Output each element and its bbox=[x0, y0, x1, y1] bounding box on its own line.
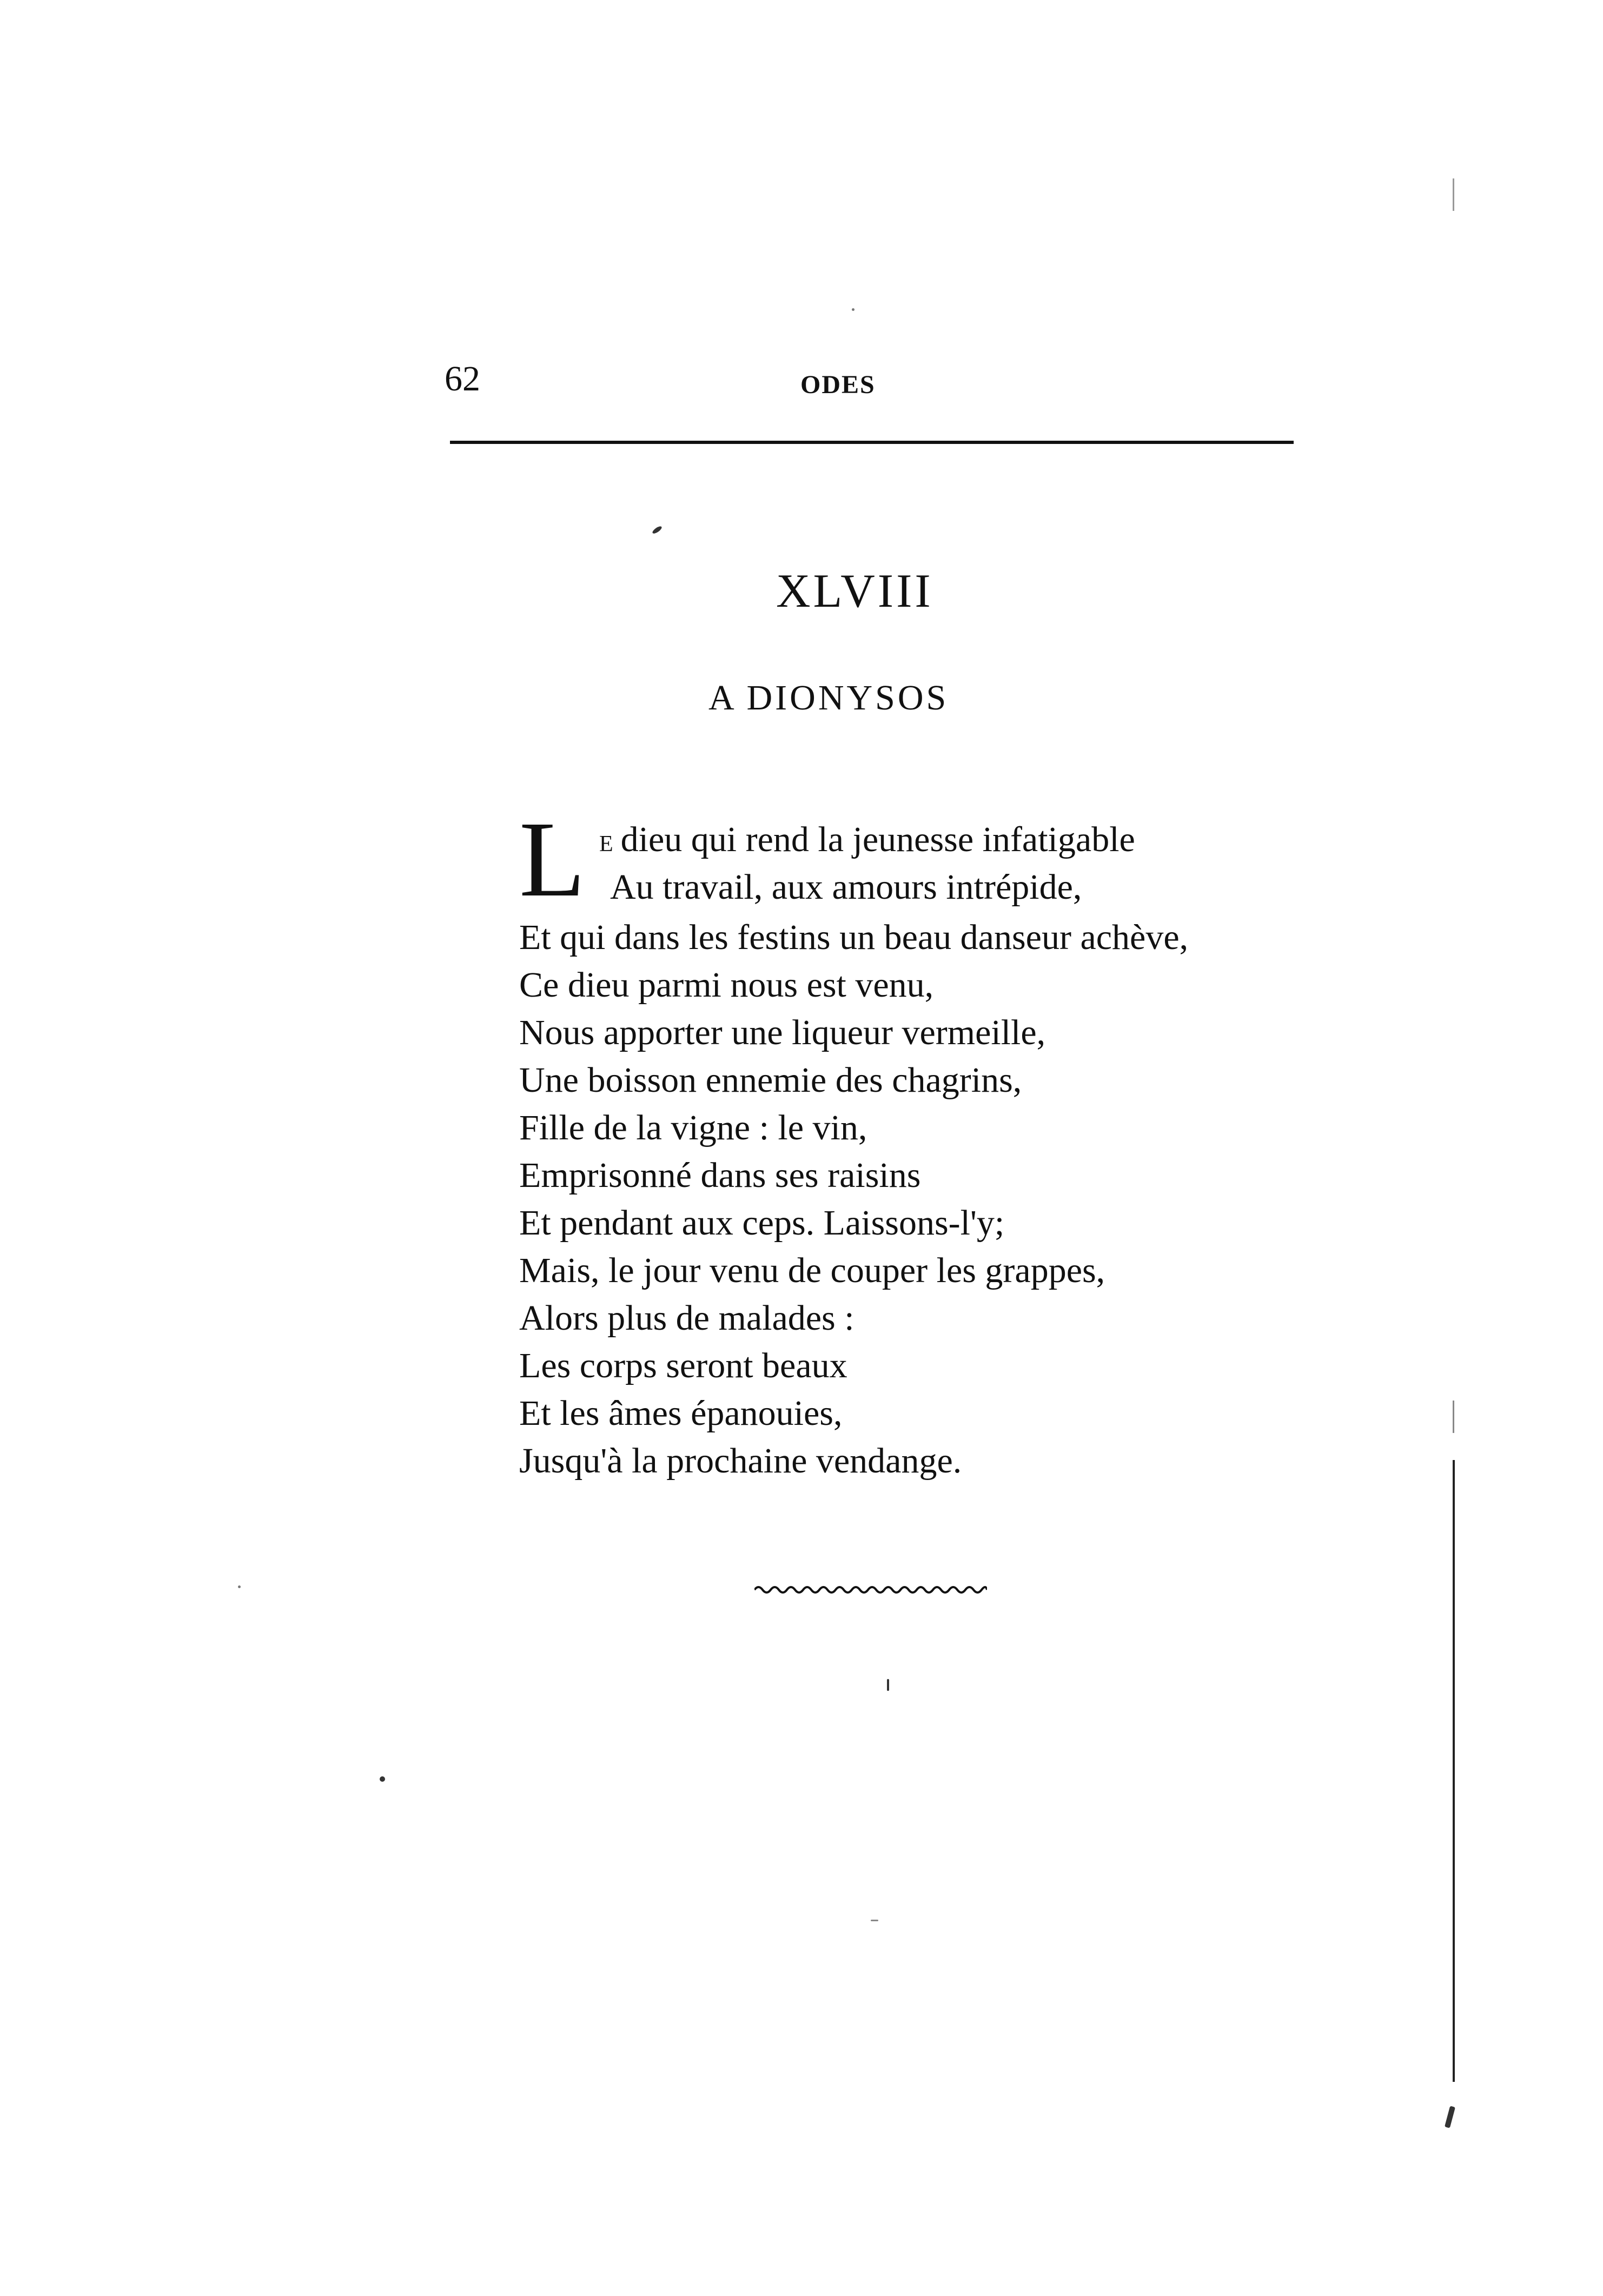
page-number: 62 bbox=[445, 359, 480, 399]
poem-line-1 bbox=[599, 822, 1135, 858]
ode-title: A DIONYSOS bbox=[708, 678, 949, 718]
poem-line: Fille de la vigne : le vin, bbox=[519, 1108, 867, 1147]
header-rule bbox=[450, 441, 1294, 444]
poem-line: Et qui dans les festins un beau danseur achève, bbox=[519, 918, 1189, 957]
scan-edge-mark bbox=[1453, 1401, 1454, 1433]
poem-line: Les corps seront beaux bbox=[519, 1346, 847, 1385]
drop-cap: L bbox=[519, 800, 586, 919]
scan-speck bbox=[652, 525, 663, 535]
poem-line: Une boisson ennemie des chagrins, bbox=[519, 1060, 1022, 1100]
poem-line: Et pendant aux ceps. Laissons-l'y; bbox=[519, 1203, 1005, 1243]
poem-line: Ce dieu parmi nous est venu, bbox=[519, 965, 934, 1005]
scan-speck bbox=[1445, 2106, 1455, 2128]
poem-line: Mais, le jour venu de couper les grappes, bbox=[519, 1251, 1105, 1290]
scan-edge-mark bbox=[1453, 1460, 1455, 2082]
scan-speck bbox=[380, 1776, 385, 1782]
scan-speck bbox=[871, 1920, 878, 1921]
scan-speck bbox=[852, 308, 855, 311]
poem-line: Alors plus de malades : bbox=[519, 1298, 855, 1338]
scan-speck bbox=[238, 1585, 241, 1588]
poem-line: Et les âmes épanouies, bbox=[519, 1393, 843, 1433]
poem bbox=[519, 800, 1303, 1485]
scan-speck bbox=[887, 1679, 889, 1691]
poem-line-1-text: dieu qui rend la jeunesse infatigable bbox=[620, 820, 1135, 859]
poem-line: Emprisonné dans ses raisins bbox=[519, 1156, 921, 1195]
running-head: ODES bbox=[800, 370, 876, 399]
poem-line-2: Au travail, aux amours intrépide, bbox=[610, 867, 1082, 907]
ornament-wavy-rule bbox=[754, 1582, 987, 1598]
ode-number: XLVIII bbox=[776, 565, 933, 618]
poem-line: Jusqu'à la prochaine vendange. bbox=[519, 1441, 962, 1481]
poem-line: Nous apporter une liqueur vermeille, bbox=[519, 1013, 1046, 1052]
small-cap: E bbox=[599, 832, 614, 857]
scan-edge-mark bbox=[1453, 178, 1454, 211]
poem-opening bbox=[519, 800, 1303, 919]
